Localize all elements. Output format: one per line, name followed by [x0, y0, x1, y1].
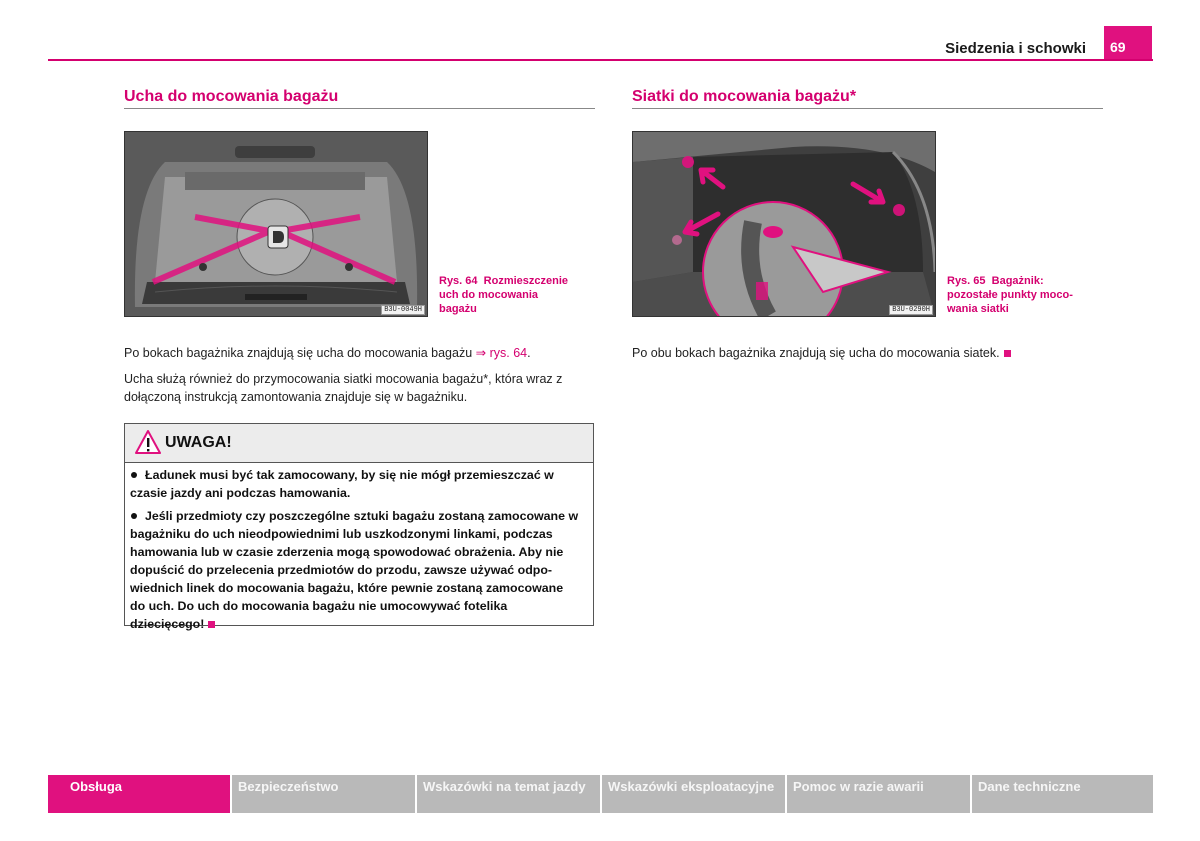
- header-rule: [48, 59, 1153, 61]
- figure-trunk-net-points: [632, 131, 936, 317]
- figure-id: B3U-0290H: [889, 305, 933, 315]
- warning-line: dopuścić do przelecenia przedmiotów do przodu, zawsze używać odpo-: [130, 563, 553, 577]
- paragraph-text: Po obu bokach bagażnika znajdują się ucha do mocowania siatek.: [632, 346, 1000, 360]
- warning-line: hamowania lub w czasie zderzenia mogą spowodować obrażenia. Aby nie: [130, 545, 564, 559]
- figure-caption-65: [947, 274, 1097, 316]
- bullet-icon: [131, 513, 137, 519]
- warning-line: dziecięcego!: [130, 617, 205, 631]
- nav-tab-dane-techniczne[interactable]: Dane techniczne: [972, 775, 1153, 813]
- warning-line: czasie jazdy ani podczas hamowania.: [130, 486, 351, 500]
- nav-tab-wskazowki-jazdy[interactable]: Wskazówki na temat jazdy: [417, 775, 600, 813]
- page-number: 69: [1104, 26, 1152, 61]
- bullet-icon: [131, 472, 137, 478]
- warning-triangle-icon: [135, 429, 161, 455]
- figure-reference-link[interactable]: ⇒ rys. 64: [475, 346, 528, 360]
- figure-trunk-hooks: [124, 131, 428, 317]
- warning-body: [125, 463, 593, 633]
- end-marker-icon: [1004, 350, 1011, 357]
- warning-bullet-1: [130, 466, 588, 502]
- trunk-illustration: [125, 132, 427, 316]
- nav-tab-obsluga[interactable]: Obsługa: [48, 775, 230, 813]
- warning-line: do uch. Do uch do mocowania bagażu nie umocowywać fotelika: [130, 599, 508, 613]
- caption-line: wania siatki: [947, 303, 1009, 315]
- warning-header: [125, 424, 593, 463]
- caption-line: pozostałe punkty moco-: [947, 289, 1073, 301]
- letter-d-badge-icon: [268, 226, 288, 248]
- nav-tab-bezpieczenstwo[interactable]: Bezpieczeństwo: [232, 775, 415, 813]
- paragraph-end: .: [527, 346, 531, 360]
- figure-caption-64: [439, 274, 589, 316]
- section-title-luggage-hooks: Ucha do mocowania bagażu: [124, 88, 339, 105]
- chapter-title: Siedzenia i schowki: [945, 40, 1086, 57]
- caption-line: bagażu: [439, 303, 477, 315]
- paragraph-text: Po bokach bagażnika znajdują się ucha do mocowania bagażu: [124, 346, 476, 360]
- section-rule: [632, 108, 1103, 109]
- paragraph-net-mounting: [124, 370, 594, 406]
- nav-tab-pomoc[interactable]: Pomoc w razie awarii: [787, 775, 970, 813]
- warning-bullet-2: [130, 507, 588, 633]
- caption-line: Bagażnik:: [991, 275, 1044, 287]
- paragraph-net-hooks: [632, 344, 1102, 362]
- caption-line: uch do mocowania: [439, 289, 539, 301]
- paragraph-line: dołączoną instrukcją zamontowania znajduje się w bagażniku.: [124, 390, 468, 404]
- warning-line: bagażniku do uch nieodpowiednimi lub uszkodzonymi linkami, podczas: [130, 527, 553, 541]
- warning-line: Jeśli przedmioty czy poszczególne sztuki bagażu zostaną zamocowane w: [145, 509, 579, 523]
- caption-number: Rys. 65: [947, 275, 986, 287]
- nav-tab-wskazowki-eksploatacyjne[interactable]: Wskazówki eksploatacyjne: [602, 775, 785, 813]
- section-rule: [124, 108, 595, 109]
- trunk-side-illustration: [633, 132, 935, 316]
- warning-line: Ładunek musi być tak zamocowany, by się nie mógł przemieszczać w: [145, 468, 554, 482]
- caption-line: Rozmieszczenie: [483, 275, 569, 287]
- figure-id: B3U-0049H: [381, 305, 425, 315]
- warning-box: [124, 423, 594, 631]
- warning-title: UWAGA!: [165, 434, 232, 451]
- paragraph-line: Ucha służą również do przymocowania siatki mocowania bagażu*, która wraz z: [124, 372, 563, 386]
- caption-number: Rys. 64: [439, 275, 478, 287]
- warning-line: wiednich linek do mocowania bagażu, które pewnie zostaną zamocowane: [130, 581, 564, 595]
- paragraph-hooks-location: [124, 344, 594, 362]
- section-title-nets: Siatki do mocowania bagażu*: [632, 88, 857, 105]
- end-marker-icon: [208, 621, 215, 628]
